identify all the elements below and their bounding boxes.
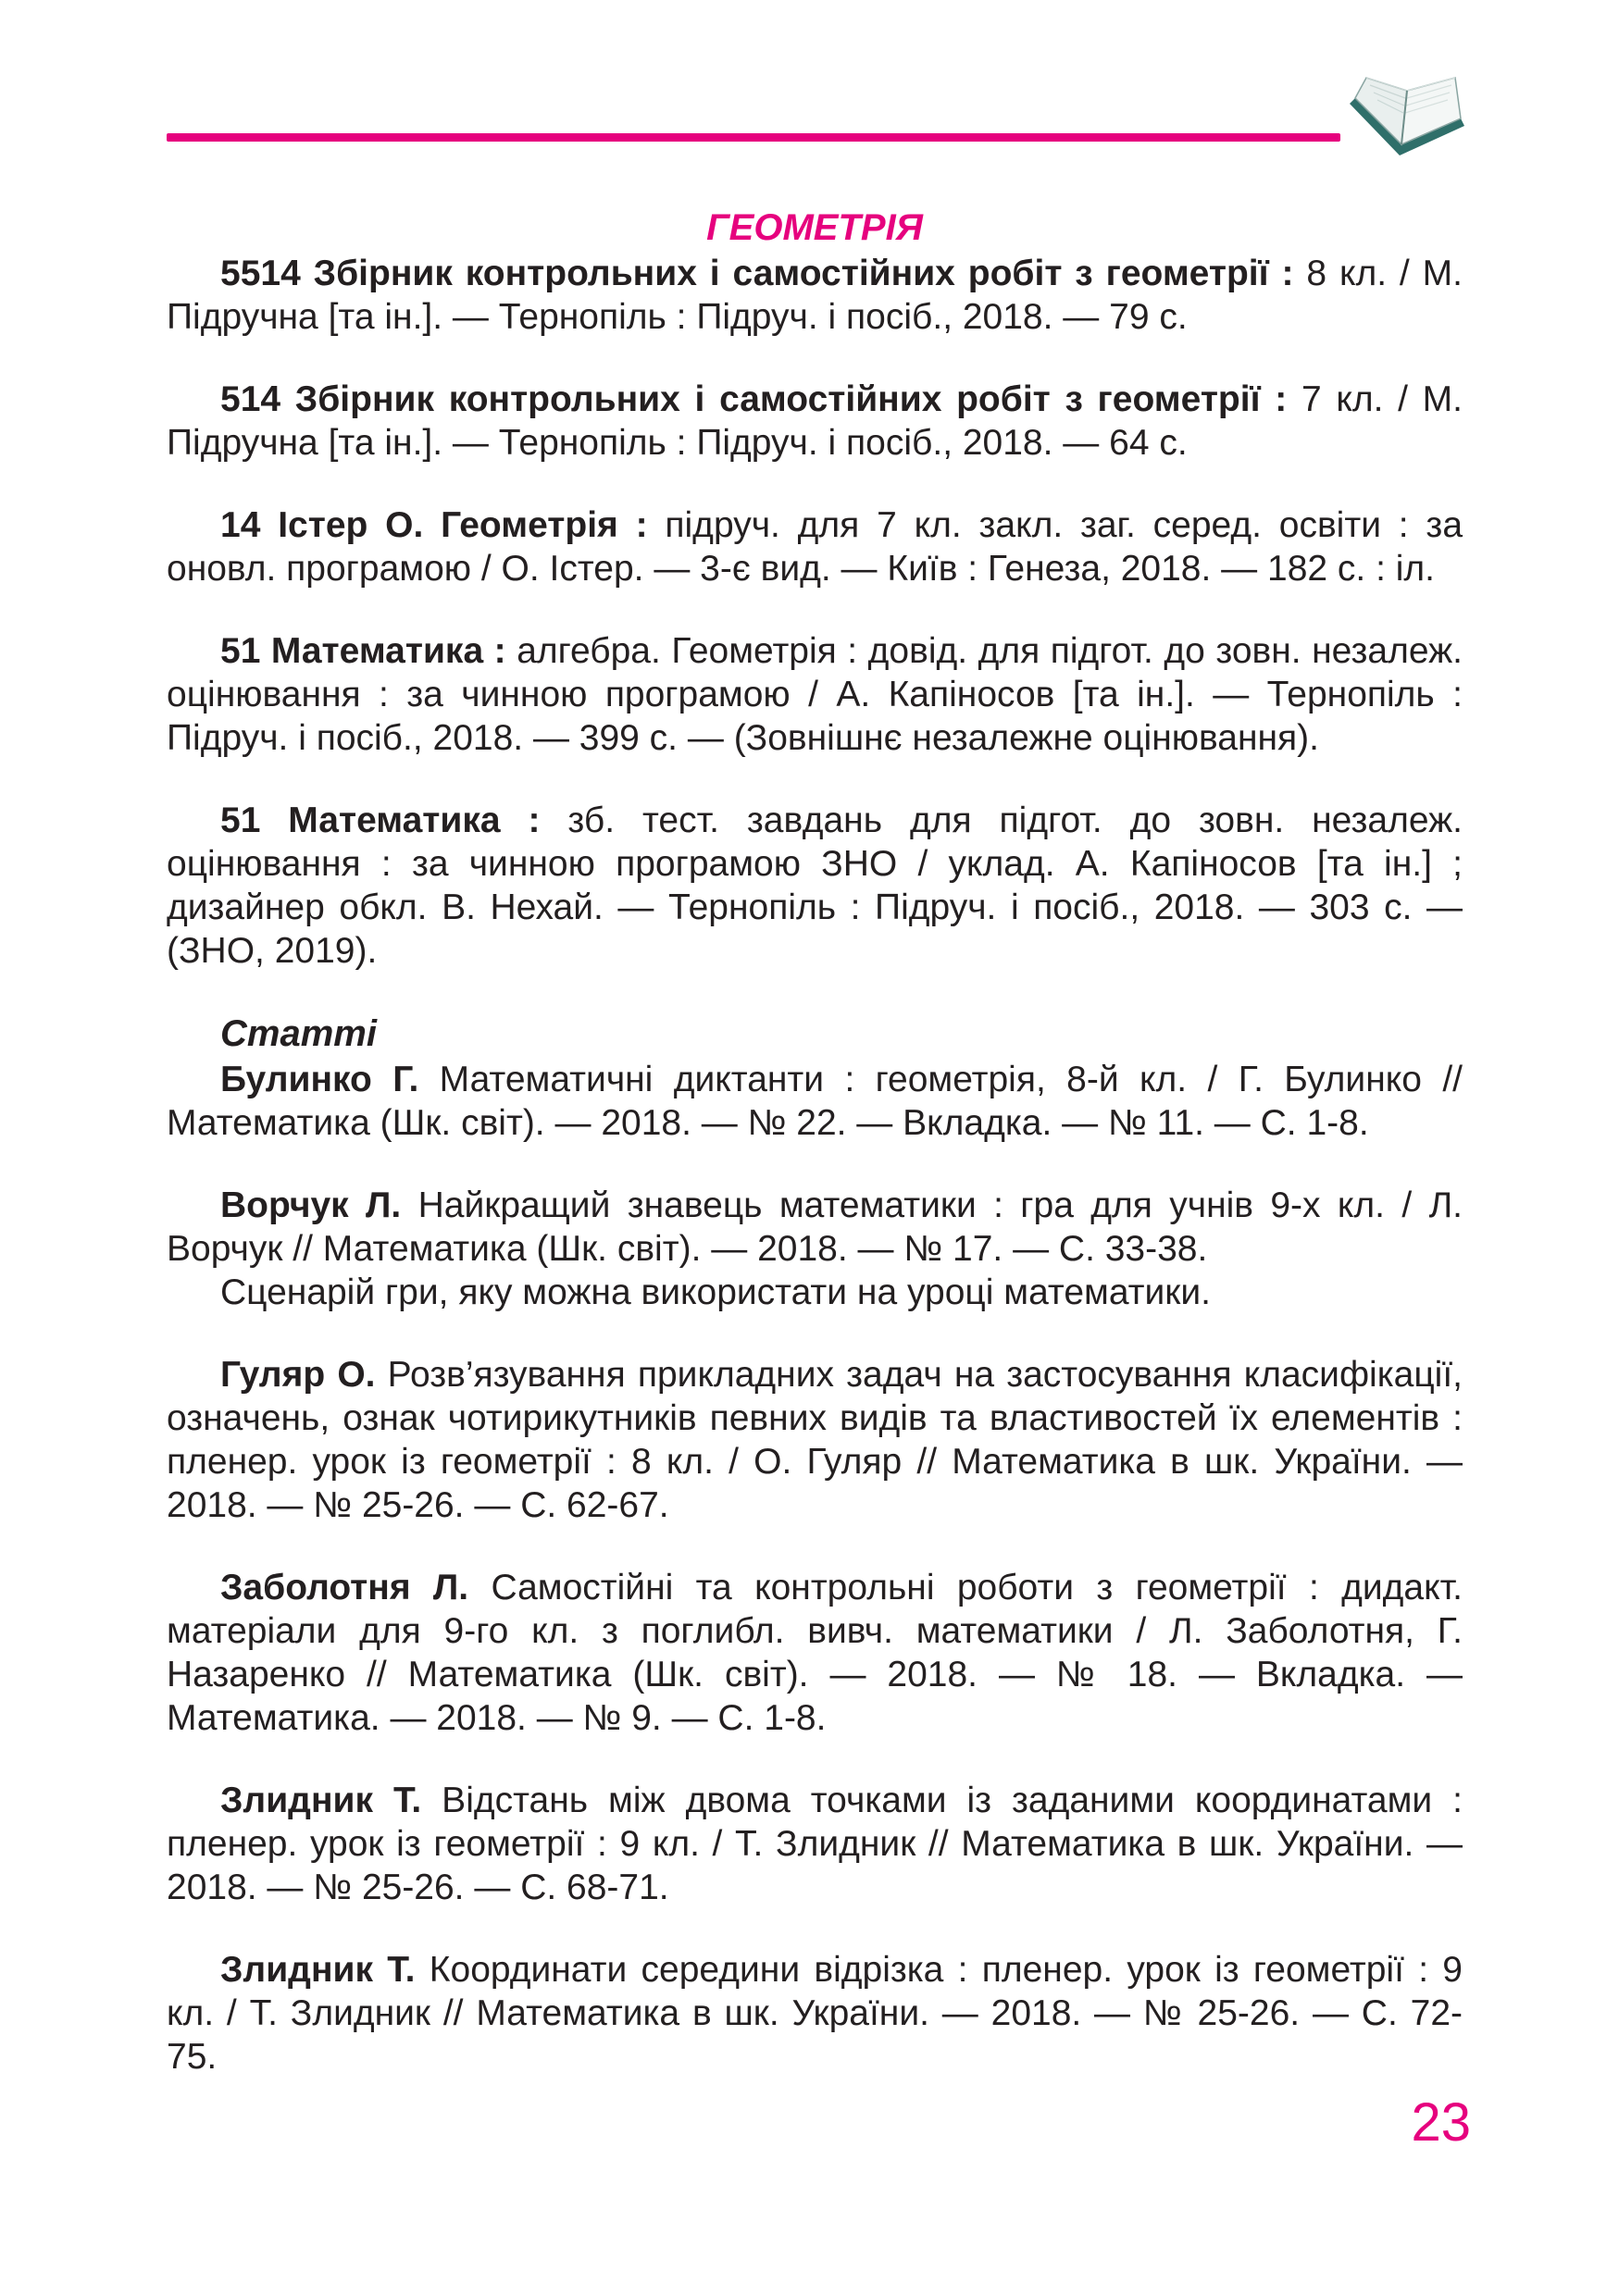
bibliography-content: [167, 205, 1463, 2117]
book-entry: [167, 378, 1463, 465]
entry-text: 8 кл. / М. Підручна [та ін.]. — Тернопіль : Підруч. і посіб., 2018. — 79 с.: [167, 254, 1463, 337]
entry-text: Відстань між двома точками із заданими координатами : пленер. урок із геометрії : 9 кл. / Т. Злидник // Математика в шк. України. — 2018. — № 25-26. — С. 68-71.: [167, 1781, 1463, 1907]
entry-text: Розв’язування прикладних задач на застосування класифікації, означень, ознак чотирикутників певних видів та властивостей їх елементів : пленер. урок із геометрії : 8 кл. / О. Гуляр // Математика в шк. України. — 2018. — № 25-26. — С. 62-67.: [167, 1355, 1463, 1525]
entry-text: зб. тест. завдань для підгот. до зовн. незалеж. оцінювання : за чинною програмою ЗНО / уклад. А. Капіносов [та ін.] ; дизайнер обкл. В. Нехай. — Тернопіль : Підруч. і посіб., 2018. — 303 с. — (ЗНО, 2019).: [167, 800, 1463, 971]
book-entry: [167, 252, 1463, 339]
page-number: 23: [1411, 2092, 1471, 2153]
article-entry: [167, 1779, 1463, 1909]
entry-text: 7 кл. / М. Підручна [та ін.]. — Тернопіль : Підруч. і посіб., 2018. — 64 с.: [167, 379, 1463, 463]
section-title: ГЕОМЕТРІЯ: [706, 207, 923, 248]
entry-heading: 14 Істер О. Геометрія :: [220, 505, 648, 545]
entry-heading: 5514 Збірник контрольних і самостійних робіт з геометрії :: [220, 254, 1294, 293]
entry-heading: Злидник Т.: [220, 1950, 416, 1990]
header-rule: [167, 133, 1340, 142]
article-entry: [167, 1184, 1463, 1314]
book-entry: [167, 629, 1463, 760]
book-entry: [167, 503, 1463, 590]
entry-heading: Гуляр О.: [220, 1355, 376, 1395]
entry-text: алгебра. Геометрія : довід. для підгот. до зовн. незалеж. оцінювання : за чинною програмою / А. Капіносов [та ін.]. — Тернопіль : Підруч. і посіб., 2018. — 399 с. — (Зовнішнє незалежне оцінювання).: [167, 631, 1463, 758]
article-entry: [167, 1353, 1463, 1527]
entry-heading: Злидник Т.: [220, 1781, 422, 1820]
entry-annotation: Сценарій гри, яку можна використати на уроці математики.: [220, 1272, 1211, 1312]
entry-heading: 51 Математика :: [220, 631, 506, 671]
subsection-title: Статті: [220, 1013, 377, 1054]
entry-text: Найкращий знавець математики : гра для учнів 9-х кл. / Л. Ворчук // Математика (Шк. світ). — 2018. — № 17. — С. 33-38.: [167, 1185, 1463, 1269]
entry-heading: Заболотня Л.: [220, 1568, 469, 1607]
article-entry: [167, 1058, 1463, 1145]
article-entry: [167, 1566, 1463, 1740]
open-book-icon: [1342, 70, 1472, 172]
book-entry: [167, 799, 1463, 973]
entry-text: Математичні диктанти : геометрія, 8-й кл. / Г. Булинко // Математика (Шк. світ). — 2018. — № 22. — Вкладка. — № 11. — С. 1-8.: [167, 1060, 1463, 1143]
entry-heading: Булинко Г.: [220, 1060, 419, 1099]
entry-heading: 51 Математика :: [220, 800, 541, 840]
entry-text: підруч. для 7 кл. закл. заг. серед. освіти : за оновл. програмою / О. Істер. — 3-є вид. — Київ : Генеза, 2018. — 182 с. : іл.: [167, 505, 1463, 589]
entry-text: Самостійні та контрольні роботи з геометрії : дидакт. матеріали для 9-го кл. з поглибл. вивч. математики / Л. Заболотня, Г. Назаренко // Математика (Шк. світ). — 2018. — № 18. — Вкладка. — Математика. — 2018. — № 9. — С. 1-8.: [167, 1568, 1463, 1738]
entry-heading: Ворчук Л.: [220, 1185, 402, 1225]
entry-text: Координати середини відрізка : пленер. урок із геометрії : 9 кл. / Т. Злидник // Математика в шк. України. — 2018. — № 25-26. — С. 72-75.: [167, 1950, 1463, 2077]
article-entry: [167, 1948, 1463, 2079]
entry-heading: 514 Збірник контрольних і самостійних робіт з геометрії :: [220, 379, 1288, 419]
